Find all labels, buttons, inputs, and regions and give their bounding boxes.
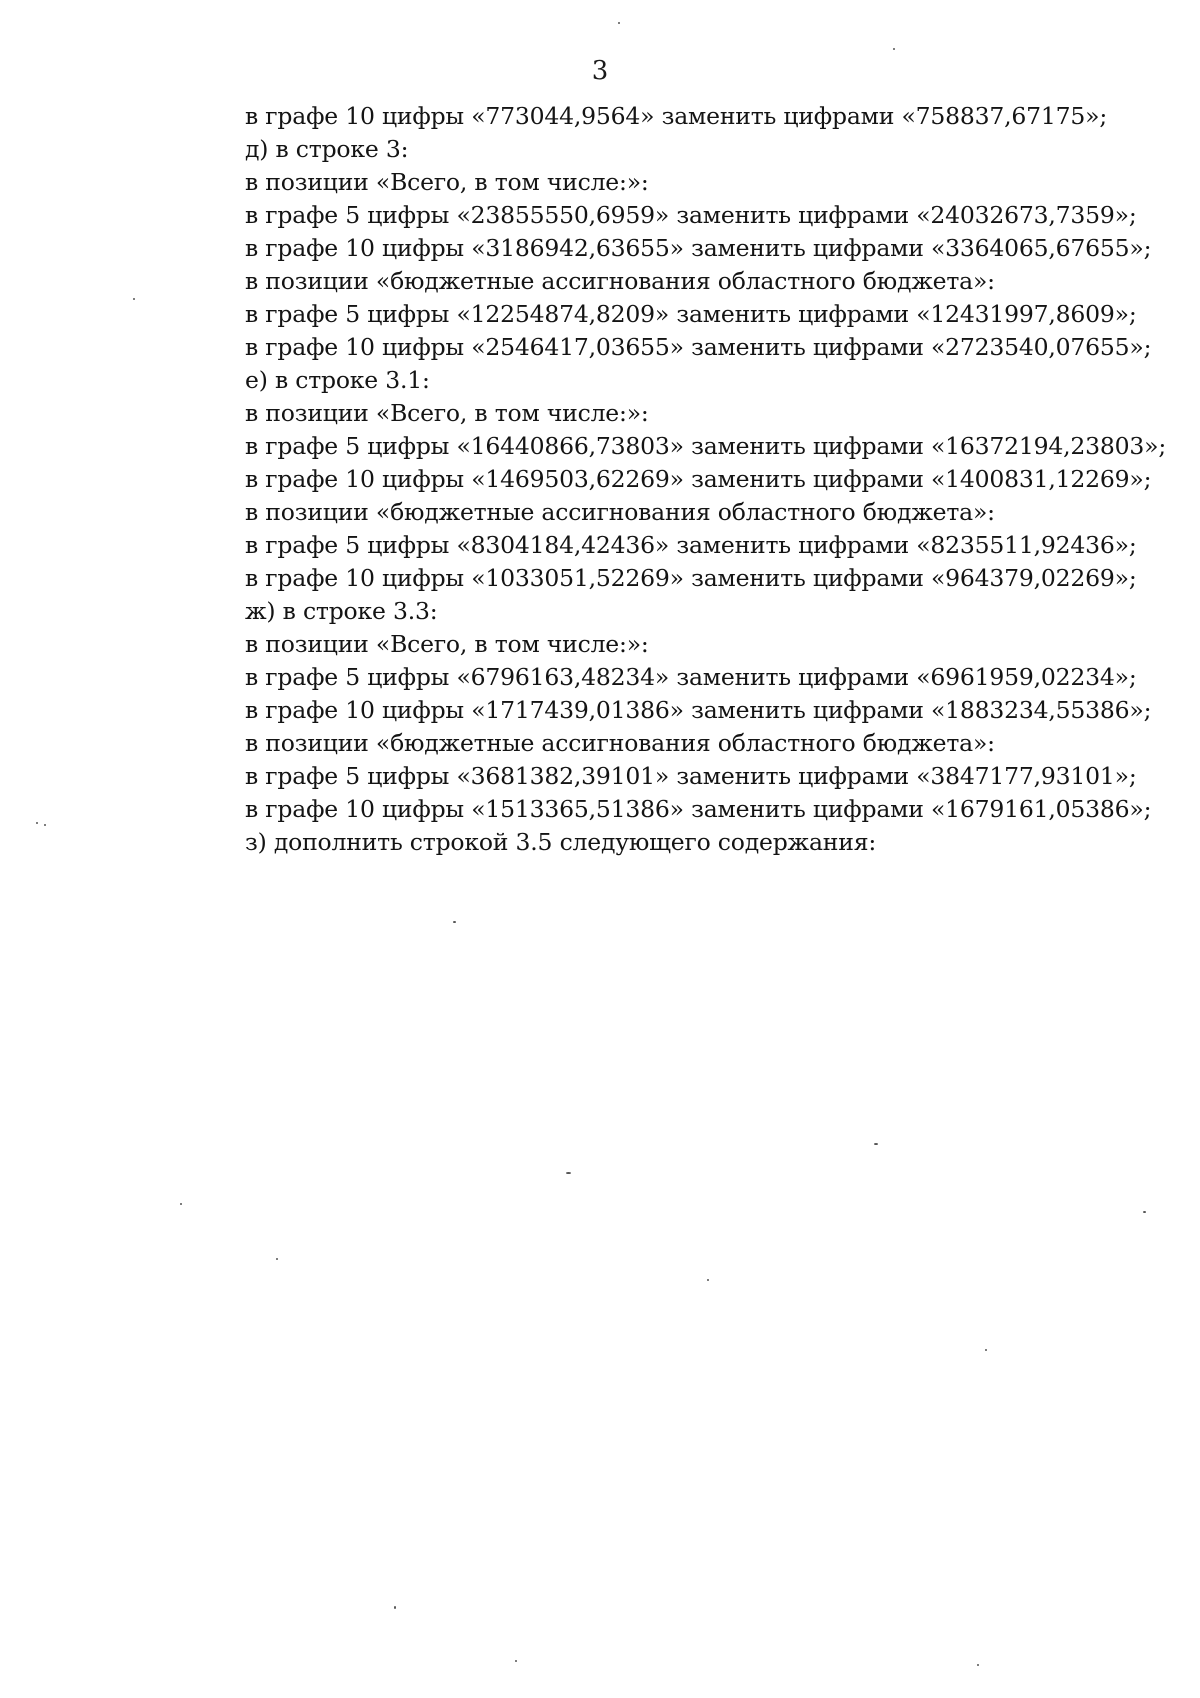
scan-speck [276, 1258, 278, 1260]
scan-speck [874, 1143, 878, 1145]
text-line: в позиции «Всего, в том числе:»: [245, 168, 649, 196]
scan-speck [180, 1203, 182, 1205]
page-number: 3 [591, 56, 609, 86]
text-line: в графе 10 цифры «1717439,01386» заменить цифрами «1883234,55386»; [245, 696, 1152, 724]
scan-speck [566, 1172, 571, 1174]
text-line: в графе 10 цифры «773044,9564» заменить цифрами «758837,67175»; [245, 102, 1108, 130]
text-line: в позиции «бюджетные ассигнования областного бюджета»: [245, 729, 995, 757]
text-line: з) дополнить строкой 3.5 следующего содержания: [245, 828, 877, 856]
text-line: в графе 5 цифры «16440866,73803» заменить цифрами «16372194,23803»; [245, 432, 1167, 460]
scan-speck [618, 22, 620, 24]
scan-speck [453, 921, 456, 923]
scan-speck [1143, 1211, 1146, 1213]
scan-speck [44, 824, 46, 826]
text-line: в графе 5 цифры «3681382,39101» заменить цифрами «3847177,93101»; [245, 762, 1137, 790]
scan-speck [394, 1606, 396, 1609]
text-line: в графе 5 цифры «23855550,6959» заменить цифрами «24032673,7359»; [245, 201, 1137, 229]
text-line: д) в строке 3: [245, 135, 409, 163]
text-line: е) в строке 3.1: [245, 366, 430, 394]
text-line: в позиции «Всего, в том числе:»: [245, 399, 649, 427]
text-line: в графе 5 цифры «8304184,42436» заменить цифрами «8235511,92436»; [245, 531, 1137, 559]
text-line: в графе 10 цифры «1469503,62269» заменить цифрами «1400831,12269»; [245, 465, 1152, 493]
text-line: ж) в строке 3.3: [245, 597, 438, 625]
text-line: в графе 5 цифры «6796163,48234» заменить цифрами «6961959,02234»; [245, 663, 1137, 691]
scan-speck [36, 822, 38, 824]
text-line: в позиции «Всего, в том числе:»: [245, 630, 649, 658]
document-body [245, 100, 1165, 859]
scan-speck [515, 1660, 517, 1662]
scan-speck [707, 1279, 709, 1281]
text-line: в графе 10 цифры «3186942,63655» заменить цифрами «3364065,67655»; [245, 234, 1152, 262]
text-line: в графе 10 цифры «2546417,03655» заменить цифрами «2723540,07655»; [245, 333, 1152, 361]
scan-speck [977, 1664, 979, 1666]
text-line: в графе 10 цифры «1033051,52269» заменить цифрами «964379,02269»; [245, 564, 1137, 592]
text-line: в графе 5 цифры «12254874,8209» заменить цифрами «12431997,8609»; [245, 300, 1137, 328]
text-line: в графе 10 цифры «1513365,51386» заменить цифрами «1679161,05386»; [245, 795, 1152, 823]
scan-speck [133, 298, 135, 300]
text-line: в позиции «бюджетные ассигнования областного бюджета»: [245, 498, 995, 526]
scan-speck [893, 48, 895, 50]
scan-speck [985, 1349, 987, 1351]
text-line: в позиции «бюджетные ассигнования областного бюджета»: [245, 267, 995, 295]
